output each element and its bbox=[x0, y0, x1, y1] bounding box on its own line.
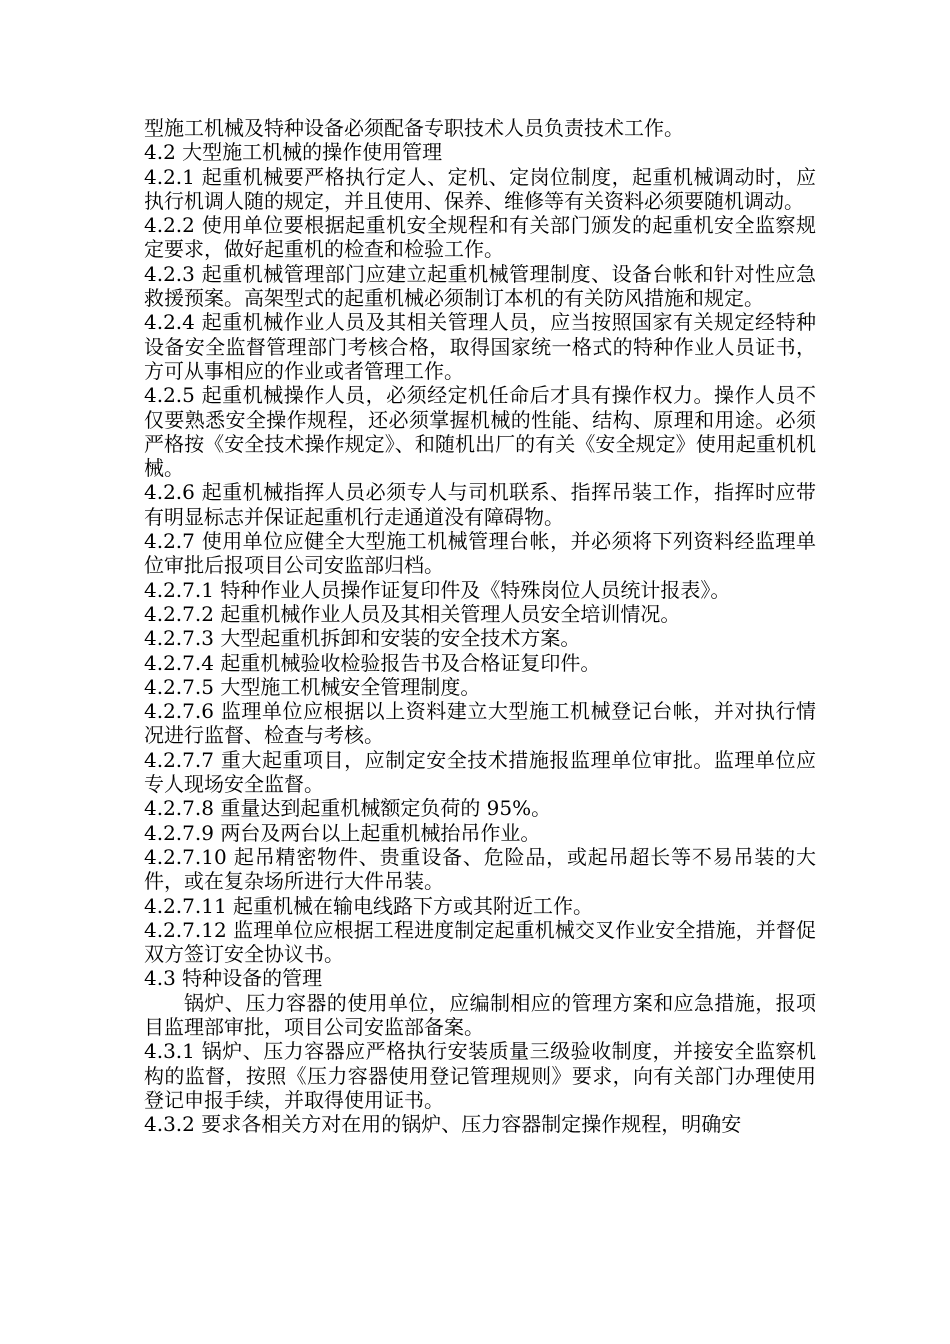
paragraph: 型施工机械及特种设备必须配备专职技术人员负责技术工作。 bbox=[144, 116, 684, 140]
paragraph: 4.2.7.4 起重机械验收检验报告书及合格证复印件。 bbox=[144, 650, 601, 675]
paragraph: 4.2.7.2 起重机械作业人员及其相关管理人员安全培训情况。 bbox=[144, 601, 681, 626]
paragraph: 4.2.3 起重机械管理部门应建立起重机械管理制度、设备台帐和针对性应急救援预案。高架型式的起重机械必须制订本机的有关防风措施和规定。 bbox=[144, 261, 816, 311]
paragraph: 4.2.6 起重机械指挥人员必须专人与司机联系、指挥吊装工作，指挥时应带有明显标志并保证起重机行走通道没有障碍物。 bbox=[144, 480, 816, 529]
document-body bbox=[144, 116, 816, 1136]
paragraph: 4.2.7.8 重量达到起重机械额定负荷的 95%。 bbox=[144, 796, 552, 821]
section-heading: 4.3 特种设备的管理 bbox=[144, 966, 323, 991]
paragraph: 4.2.1 起重机械要严格执行定人、定机、定岗位制度，起重机械调动时，应执行机调人随的规定，并且使用、保养、维修等有关资料必须要随机调动。 bbox=[144, 164, 816, 213]
paragraph: 4.2.7.6 监理单位应根据以上资料建立大型施工机械登记台帐，并对执行情况进行监督、检查与考核。 bbox=[144, 699, 816, 748]
paragraph: 4.2.7 使用单位应健全大型施工机械管理台帐，并必须将下列资料经监理单位审批后报项目公司安监部归档。 bbox=[144, 529, 816, 578]
paragraph: 4.2.5 起重机械操作人员，必须经定机任命后才具有操作权力。操作人员不仅要熟悉安全操作规程，还必须掌握机械的性能、结构、原理和用途。必须严格按《安全技术操作规定》、和随机出厂的有关《安全规定》使用起重机机械。 bbox=[144, 383, 816, 481]
section-heading: 4.2 大型施工机械的操作使用管理 bbox=[144, 140, 443, 165]
paragraph: 4.3.2 要求各相关方对在用的锅炉、压力容器制定操作规程，明确安 bbox=[144, 1112, 742, 1137]
paragraph: 4.2.7.3 大型起重机拆卸和安装的安全技术方案。 bbox=[144, 626, 581, 651]
paragraph: 4.2.7.5 大型施工机械安全管理制度。 bbox=[144, 674, 481, 699]
paragraph: 4.2.7.11 起重机械在输电线路下方或其附近工作。 bbox=[144, 893, 594, 918]
paragraph: 4.2.7.9 两台及两台以上起重机械抬吊作业。 bbox=[144, 820, 541, 845]
paragraph: 4.2.7.1 特种作业人员操作证复印件及《特殊岗位人员统计报表》。 bbox=[144, 577, 731, 602]
paragraph: 4.2.2 使用单位要根据起重机安全规程和有关部门颁发的起重机安全监察规定要求，做好起重机的检查和检验工作。 bbox=[144, 213, 816, 262]
paragraph: 4.2.7.7 重大起重项目，应制定安全技术措施报监理单位审批。监理单位应专人现场安全监督。 bbox=[144, 747, 816, 797]
paragraph: 4.2.4 起重机械作业人员及其相关管理人员，应当按照国家有关规定经特种设备安全监督管理部门考核合格，取得国家统一格式的特种作业人员证书，方可从事相应的作业或者管理工作。 bbox=[144, 310, 816, 383]
paragraph: 4.3.1 锅炉、压力容器应严格执行安装质量三级验收制度，并接安全监察机构的监督，按照《压力容器使用登记管理规则》要求，向有关部门办理使用登记申报手续，并取得使用证书。 bbox=[144, 1039, 816, 1112]
paragraph: 4.2.7.10 起吊精密物件、贵重设备、危险品，或起吊超长等不易吊装的大件，或在复杂场所进行大件吊装。 bbox=[144, 844, 816, 894]
paragraph: 锅炉、压力容器的使用单位，应编制相应的管理方案和应急措施，报项目监理部审批，项目公司安监部备案。 bbox=[144, 990, 816, 1039]
paragraph: 4.2.7.12 监理单位应根据工程进度制定起重机械交叉作业安全措施，并督促双方签订安全协议书。 bbox=[144, 917, 816, 967]
